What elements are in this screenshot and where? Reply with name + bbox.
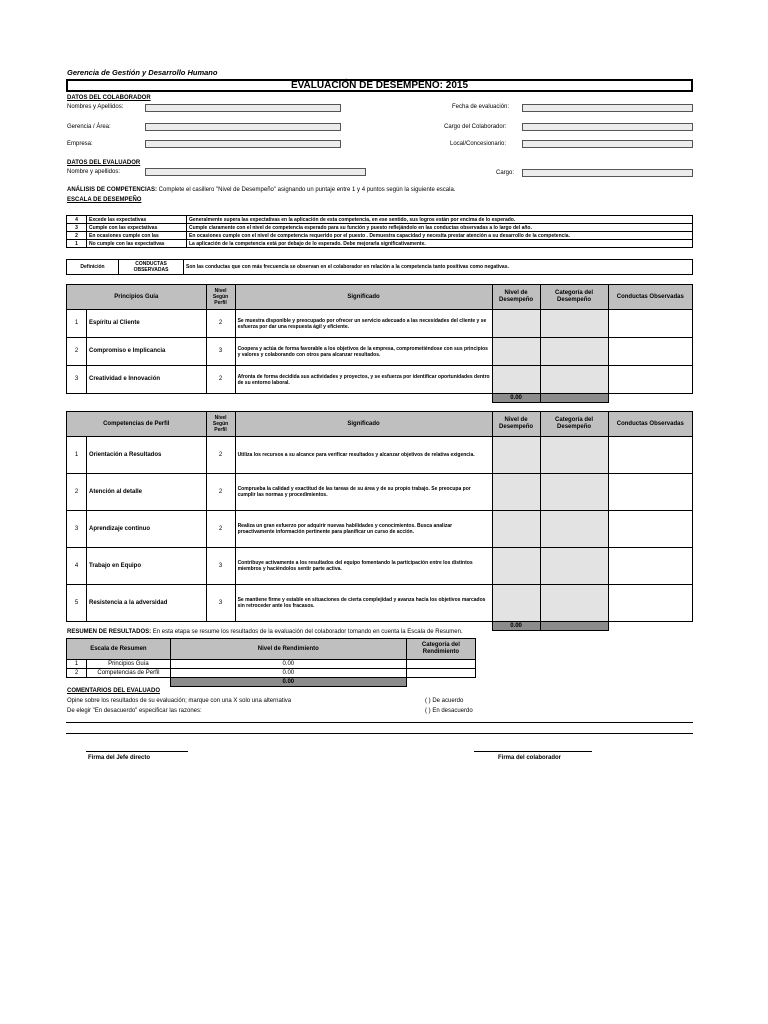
scale-name: En ocasiones cumple con las <box>87 232 187 240</box>
boss-signature-line <box>86 751 188 752</box>
observed-behaviors-input[interactable] <box>608 310 692 338</box>
col-header: Categoría del Desempeño <box>540 285 608 310</box>
date-label: Fecha de evaluación: <box>452 104 510 110</box>
row-name: Resistencia a la adversidad <box>87 585 207 622</box>
performance-level-input[interactable] <box>492 310 540 338</box>
scale-desc: La aplicación de la competencia está por debajo de lo esperado. Debe mejorarla significativamente. <box>187 240 693 248</box>
row-name: Competencias de Perfil <box>87 669 171 678</box>
row-number: 1 <box>67 437 87 474</box>
observed-behaviors-input[interactable] <box>608 585 692 622</box>
col-header: Competencias de Perfil <box>67 412 207 437</box>
agree-option[interactable]: ( ) De acuerdo <box>425 698 464 704</box>
scale-desc: Generalmente supera las expectativas en la aplicación de esta competencia, en ese sentido, sus logros están por encima de lo esperado. <box>187 216 693 224</box>
col-header: Conductas Observadas <box>608 285 692 310</box>
comments-line1: Opine sobre los resultados de su evaluación; marque con una X solo una alternativa <box>67 698 292 704</box>
summary-instructions: RESUMEN DE RESULTADOS: En esta etapa se resume los resultados de la evaluación del colaborador tomando en cuenta la Escala de Resumen. <box>67 629 463 635</box>
performance-level-input[interactable] <box>492 511 540 548</box>
row-desc: Coopera y actúa de forma favorable a los objetivos de la empresa, comprometiéndose con sus principios y valores y colaborando con otros para alcanzar resultados. <box>235 338 492 366</box>
performance-level-input[interactable] <box>492 548 540 585</box>
observed-behaviors-input[interactable] <box>608 366 692 394</box>
col-header: Conductas Observadas <box>608 412 692 437</box>
row-number: 3 <box>67 511 87 548</box>
col-header: Categoría del Rendimiento <box>406 639 475 660</box>
performance-level-input[interactable] <box>492 437 540 474</box>
row-level: 3 <box>206 338 235 366</box>
collaborator-section-title: DATOS DEL COLABORADOR <box>67 95 151 101</box>
performance-level-input[interactable] <box>492 338 540 366</box>
table-row <box>67 585 693 622</box>
scale-desc: Cumple claramente con el nivel de competencia esperado para su función y puesto reflejándolo en las conductas observadas a lo largo del año. <box>187 224 693 232</box>
definition-text: Son las conductas que con más frecuencia se observan en el colaborador en relación a la competencia tanto positivas como negativas. <box>184 260 693 275</box>
scale-row <box>67 240 693 248</box>
table-row <box>67 548 693 585</box>
col-header: Nivel Según Perfil <box>206 412 235 437</box>
row-level: 2 <box>206 511 235 548</box>
table-row <box>67 474 693 511</box>
row-desc: Se mantiene firme y estable en situaciones de cierta complejidad y avanza hacia los objetivos marcados sin retroceder ante los fracasos. <box>235 585 492 622</box>
performance-category-cell <box>540 310 608 338</box>
row-value: 0.00 <box>170 669 406 678</box>
performance-level-input[interactable] <box>492 474 540 511</box>
col-header: Nivel de Desempeño <box>492 412 540 437</box>
page-title: EVALUACIÓN DE DESEMPEÑO: 2015 <box>66 79 693 92</box>
row-desc: Contribuye activamente a los resultados del equipo fomentando la participación entre los distintos miembros y haciéndolos sentir parte activa. <box>235 548 492 585</box>
row-category <box>406 669 475 678</box>
observed-behaviors-input[interactable] <box>608 548 692 585</box>
row-name: Aprendizaje continuo <box>87 511 207 548</box>
col-header: Significado <box>235 412 492 437</box>
evaluator-section-title: DATOS DEL EVALUADOR <box>67 160 141 166</box>
row-desc: Afronta de forma decidida sus actividades y proyectos, y se esfuerza por identificar oportunidades dentro de su entorno laboral. <box>235 366 492 394</box>
position-label: Cargo del Colaborador: <box>444 124 507 130</box>
location-label: Local/Concesionario: <box>450 141 507 147</box>
table-row <box>67 310 693 338</box>
row-number: 3 <box>67 366 87 394</box>
profile-competencies-table <box>66 411 693 631</box>
performance-category-cell <box>540 474 608 511</box>
summary-table <box>66 638 476 687</box>
definition-table <box>66 259 693 275</box>
competencies-total: 0.00 <box>492 622 540 631</box>
row-name: Compromiso e Implicancia <box>87 338 207 366</box>
area-field[interactable] <box>145 123 341 131</box>
col-header: Nivel de Desempeño <box>492 285 540 310</box>
performance-category-cell <box>540 511 608 548</box>
row-number: 2 <box>67 474 87 511</box>
row-level: 3 <box>206 585 235 622</box>
row-desc: Comprueba la calidad y exactitud de las tareas de su área y de su propio trabajo. Se preocupa por cumplir las normas y procedimientos. <box>235 474 492 511</box>
scale-row <box>67 232 693 240</box>
performance-scale-table <box>66 215 693 248</box>
row-name: Espíritu al Cliente <box>87 310 207 338</box>
row-level: 2 <box>206 310 235 338</box>
area-label: Gerencia / Área: <box>67 124 111 130</box>
row-name: Principios Guía <box>87 660 171 669</box>
scale-name: Cumple con las expectativas <box>87 224 187 232</box>
row-desc: Realiza un gran esfuerzo por adquirir nuevas habilidades y conocimientos. Busca analizar proactivamente información pertinente para planificar un curso de acción. <box>235 511 492 548</box>
disagree-option[interactable]: ( ) En desacuerdo <box>425 708 473 714</box>
observed-behaviors-input[interactable] <box>608 338 692 366</box>
table-row <box>67 366 693 394</box>
collaborator-signature-line <box>474 751 592 752</box>
performance-category-cell <box>540 366 608 394</box>
row-level: 2 <box>206 474 235 511</box>
row-level: 2 <box>206 437 235 474</box>
comments-line <box>66 722 693 723</box>
principles-total: 0.00 <box>492 394 540 403</box>
evaluator-position-label: Cargo: <box>496 170 515 176</box>
scale-title: ESCALA DE DESEMPEÑO <box>67 197 142 203</box>
performance-category-cell <box>540 437 608 474</box>
summary-total: 0.00 <box>170 678 406 687</box>
row-number: 1 <box>67 660 87 669</box>
org-name: Gerencia de Gestión y Desarrollo Humano <box>67 68 218 77</box>
row-number: 2 <box>67 669 87 678</box>
table-row <box>67 338 693 366</box>
scale-name: Excede las expectativas <box>87 216 187 224</box>
row-number: 1 <box>67 310 87 338</box>
row-name: Orientación a Resultados <box>87 437 207 474</box>
scale-row <box>67 216 693 224</box>
position-field[interactable] <box>522 123 693 131</box>
company-field[interactable] <box>145 140 341 148</box>
comments-line2: De elegir "En desacuerdo" especificar las razones: <box>67 708 202 714</box>
definition-term: CONDUCTAS OBSERVADAS <box>119 260 184 275</box>
observed-behaviors-input[interactable] <box>608 511 692 548</box>
evaluator-name-label: Nombre y apellidos: <box>67 169 121 175</box>
evaluator-position-field[interactable] <box>522 169 693 177</box>
analysis-instructions: ANÁLISIS DE COMPETENCIAS: Complete el casillero "Nivel de Desempeño" asignando un puntaje entre 1 y 4 puntos según la siguiente escala. <box>67 187 456 193</box>
evaluator-name-field[interactable] <box>145 168 366 176</box>
performance-level-input[interactable] <box>492 585 540 622</box>
observed-behaviors-input[interactable] <box>608 437 692 474</box>
location-field[interactable] <box>522 140 693 148</box>
row-name: Atención al detalle <box>87 474 207 511</box>
scale-level: 1 <box>67 240 87 248</box>
col-header: Significado <box>235 285 492 310</box>
row-desc: Se muestra disponible y preocupado por ofrecer un servicio adecuado a las necesidades del cliente y se esfuerza por dar una respuesta ágil y eficiente. <box>235 310 492 338</box>
table-row <box>67 660 476 669</box>
company-label: Empresa: <box>67 141 93 147</box>
col-header: Nivel de Rendimiento <box>170 639 406 660</box>
scale-name: No cumple con las expectativas <box>87 240 187 248</box>
performance-level-input[interactable] <box>492 366 540 394</box>
table-row <box>67 511 693 548</box>
date-field[interactable] <box>522 104 693 112</box>
performance-category-cell <box>540 585 608 622</box>
row-number: 5 <box>67 585 87 622</box>
definition-label: Definición <box>67 260 119 275</box>
row-value: 0.00 <box>170 660 406 669</box>
performance-category-cell <box>540 548 608 585</box>
name-label: Nombres y Apellidos: <box>67 104 124 110</box>
scale-level: 3 <box>67 224 87 232</box>
comments-title: COMENTARIOS DEL EVALUADO <box>67 688 161 694</box>
comments-line <box>66 733 693 734</box>
row-desc: Utiliza los recursos a su alcance para verificar resultados y alcanzar objetivos de relativa exigencia. <box>235 437 492 474</box>
scale-row <box>67 224 693 232</box>
row-category <box>406 660 475 669</box>
row-level: 2 <box>206 366 235 394</box>
row-number: 4 <box>67 548 87 585</box>
collaborator-signature-label: Firma del colaborador <box>498 755 562 761</box>
col-header: Escala de Resumen <box>67 639 171 660</box>
row-level: 3 <box>206 548 235 585</box>
scale-desc: En ocasiones cumple con el nivel de competencia requerido por el puesto . Demuestra capacidad y necesita prestar atención a su desarrollo de la competencia. <box>187 232 693 240</box>
boss-signature-label: Firma del Jefe directo <box>88 755 151 761</box>
col-header: Nivel Según Perfil <box>206 285 235 310</box>
guiding-principles-table <box>66 284 693 403</box>
table-row <box>67 437 693 474</box>
row-name: Creatividad e Innovación <box>87 366 207 394</box>
row-number: 2 <box>67 338 87 366</box>
observed-behaviors-input[interactable] <box>608 474 692 511</box>
scale-level: 2 <box>67 232 87 240</box>
col-header: Categoría del Desempeño <box>540 412 608 437</box>
scale-level: 4 <box>67 216 87 224</box>
col-header: Principios Guía <box>67 285 207 310</box>
row-name: Trabajo en Equipo <box>87 548 207 585</box>
performance-category-cell <box>540 338 608 366</box>
name-field[interactable] <box>145 104 341 112</box>
table-row <box>67 669 476 678</box>
